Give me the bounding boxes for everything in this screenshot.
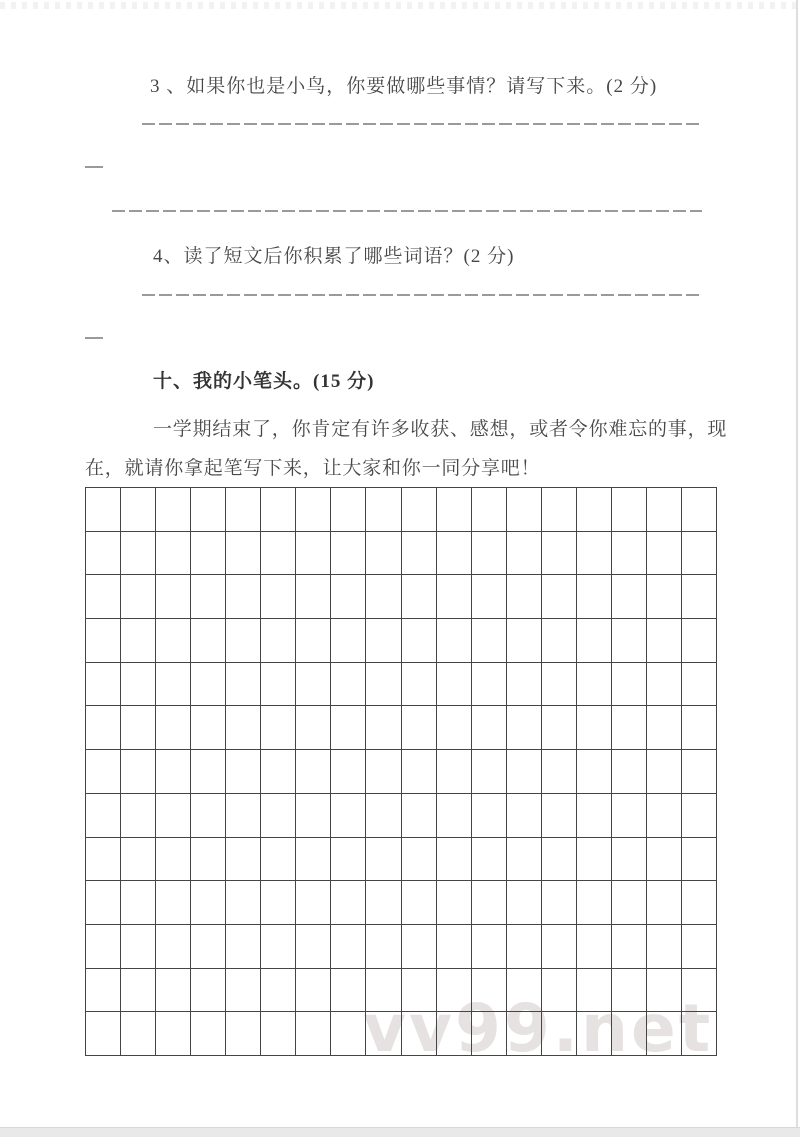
question-4-text: 4、读了短文后你积累了哪些词语？(2 分) [153,246,515,267]
grid-cell [507,881,542,925]
grid-cell [472,750,507,794]
grid-cell [121,575,156,619]
grid-cell [156,1012,191,1056]
grid-cell [507,663,542,707]
grid-cell [296,925,331,969]
grid-cell [261,969,296,1013]
grid-cell [86,881,121,925]
grid-cell [296,488,331,532]
grid-cell [296,750,331,794]
grid-cell [577,794,612,838]
grid-cell [121,488,156,532]
grid-cell [507,969,542,1013]
section-ten-heading: 十、我的小笔头。(15 分) [153,371,375,392]
grid-cell [612,619,647,663]
grid-cell [366,750,401,794]
grid-cell [366,881,401,925]
grid-cell [472,619,507,663]
grid-cell [86,663,121,707]
grid-cell [226,969,261,1013]
grid-cell [402,488,437,532]
grid-cell [261,706,296,750]
grid-cell [86,575,121,619]
grid-cell [366,663,401,707]
grid-cell [402,1012,437,1056]
grid-cell [402,663,437,707]
grid-cell [121,532,156,576]
grid-cell [156,925,191,969]
grid-cell [331,706,366,750]
grid-cell [577,838,612,882]
grid-cell [191,794,226,838]
grid-cell [296,575,331,619]
grid-cell [366,532,401,576]
grid-cell [577,488,612,532]
grid-cell [647,750,682,794]
grid-cell [86,706,121,750]
grid-cell [331,575,366,619]
grid-cell [682,969,717,1013]
grid-cell [226,619,261,663]
grid-cell [366,838,401,882]
grid-cell [437,706,472,750]
grid-cell [191,925,226,969]
grid-cell [366,1012,401,1056]
grid-cell [86,969,121,1013]
grid-cell [191,488,226,532]
grid-cell [191,969,226,1013]
grid-cell [191,750,226,794]
grid-cell [331,488,366,532]
grid-cell [507,532,542,576]
grid-cell [542,881,577,925]
grid-cell [86,838,121,882]
grid-cell [156,706,191,750]
grid-cell [261,663,296,707]
grid-cell [612,969,647,1013]
grid-cell [296,532,331,576]
grid-cell [261,488,296,532]
grid-cell [156,881,191,925]
answer-blank-line-3 [142,294,702,296]
grid-cell [437,838,472,882]
grid-cell [507,838,542,882]
grid-cell [437,969,472,1013]
grid-cell [296,794,331,838]
grid-cell [121,969,156,1013]
grid-cell [542,794,577,838]
grid-cell [612,532,647,576]
grid-cell [191,706,226,750]
grid-cell [191,532,226,576]
grid-cell [437,575,472,619]
grid-cell [577,532,612,576]
grid-cell [121,838,156,882]
grid-cell [577,619,612,663]
grid-cell [472,488,507,532]
grid-cell [647,706,682,750]
grid-cell [647,488,682,532]
question-3-text: 3 、如果你也是小鸟，你要做哪些事情？请写下来。(2 分) [150,76,658,97]
grid-cell [682,532,717,576]
grid-cell [472,881,507,925]
grid-cell [366,969,401,1013]
grid-cell [261,750,296,794]
grid-cell [191,838,226,882]
grid-cell [366,706,401,750]
grid-cell [577,706,612,750]
grid-cell [226,575,261,619]
grid-cell [121,925,156,969]
grid-cell [86,532,121,576]
grid-cell [261,794,296,838]
grid-cell [261,532,296,576]
grid-cell [472,969,507,1013]
grid-cell [647,619,682,663]
grid-cell [331,663,366,707]
grid-cell [226,750,261,794]
grid-cell [366,794,401,838]
composition-writing-grid [85,487,717,1056]
grid-cell [402,925,437,969]
grid-cell [472,838,507,882]
grid-cell [331,619,366,663]
grid-cell [156,532,191,576]
grid-cell [331,1012,366,1056]
grid-cell [437,488,472,532]
grid-cell [366,925,401,969]
grid-cell [577,969,612,1013]
grid-cell [156,838,191,882]
grid-cell [191,663,226,707]
grid-cell [437,750,472,794]
grid-cell [121,1012,156,1056]
grid-cell [226,532,261,576]
grid-cell [366,488,401,532]
section-intro-line-2: 在，就请你拿起笔写下来，让大家和你一同分享吧！ [85,458,541,479]
grid-cell [331,925,366,969]
grid-cell [86,1012,121,1056]
grid-cell [261,1012,296,1056]
grid-cell [296,663,331,707]
grid-cell [437,925,472,969]
grid-cell [472,663,507,707]
grid-cell [226,794,261,838]
grid-cell [682,488,717,532]
grid-cell [612,925,647,969]
grid-cell [612,1012,647,1056]
grid-cell [331,794,366,838]
grid-cell [86,488,121,532]
grid-cell [191,619,226,663]
grid-cell [542,488,577,532]
grid-cell [402,794,437,838]
grid-cell [577,575,612,619]
grid-cell [612,750,647,794]
grid-cell [226,663,261,707]
grid-cell [682,575,717,619]
grid-cell [191,881,226,925]
grid-cell [507,575,542,619]
grid-cell [261,881,296,925]
grid-cell [542,925,577,969]
grid-cell [542,969,577,1013]
page-bottom-band [0,1127,800,1137]
grid-cell [226,881,261,925]
grid-cell [682,881,717,925]
grid-cell [542,532,577,576]
grid-cell [86,925,121,969]
grid-cell [577,881,612,925]
grid-cell [121,794,156,838]
grid-cell [296,706,331,750]
grid-cell [682,794,717,838]
grid-cell [437,881,472,925]
grid-cell [402,750,437,794]
grid-cell [86,794,121,838]
grid-cell [612,706,647,750]
grid-cell [507,706,542,750]
grid-cell [542,663,577,707]
grid-cell [331,532,366,576]
site-watermark: vv99.net [363,990,714,1067]
grid-cell [296,619,331,663]
grid-cell [331,969,366,1013]
grid-cell [226,706,261,750]
grid-cell [682,925,717,969]
grid-cell [156,619,191,663]
grid-cell [472,706,507,750]
grid-cell [402,706,437,750]
grid-cell [647,925,682,969]
grid-cell [121,619,156,663]
grid-cell [261,575,296,619]
grid-cell [507,488,542,532]
grid-cell [612,488,647,532]
grid-cell [682,619,717,663]
grid-cell [472,925,507,969]
grid-cell [647,663,682,707]
grid-cell [437,794,472,838]
grid-cell [647,1012,682,1056]
grid-cell [156,575,191,619]
answer-blank-line-1 [142,123,702,125]
grid-cell [226,1012,261,1056]
grid-cell [331,838,366,882]
grid-cell [296,969,331,1013]
grid-cell [682,706,717,750]
grid-cell [226,925,261,969]
grid-cell [261,619,296,663]
grid-cell [226,488,261,532]
grid-cell [402,969,437,1013]
grid-cell [542,706,577,750]
grid-cell [612,575,647,619]
answer-blank-line-wrap-dash-1 [85,166,103,168]
grid-cell [647,881,682,925]
grid-cell [472,794,507,838]
grid-cell [121,663,156,707]
grid-cell [402,575,437,619]
grid-cell [296,838,331,882]
grid-cell [261,838,296,882]
grid-cell [366,575,401,619]
grid-cell [542,575,577,619]
grid-cell [86,750,121,794]
grid-cell [331,881,366,925]
grid-cell [226,838,261,882]
grid-cell [647,575,682,619]
grid-cell [156,663,191,707]
grid-cell [577,1012,612,1056]
grid-cell [682,750,717,794]
grid-cell [402,838,437,882]
grid-cell [121,750,156,794]
grid-cell [437,619,472,663]
grid-cell [612,663,647,707]
grid-cell [156,969,191,1013]
page-right-edge [796,0,798,1128]
grid-cell [542,619,577,663]
grid-cell [437,532,472,576]
grid-cell [402,881,437,925]
grid-cell [507,1012,542,1056]
grid-cell [647,838,682,882]
grid-cell [647,969,682,1013]
grid-cell [507,750,542,794]
grid-cell [472,532,507,576]
grid-cell [121,881,156,925]
grid-cell [612,794,647,838]
grid-cell [437,1012,472,1056]
grid-cell [86,619,121,663]
answer-blank-line-2 [112,210,702,212]
page-top-edge [0,2,800,9]
grid-cell [121,706,156,750]
grid-cell [612,881,647,925]
grid-cell [542,750,577,794]
grid-cell [682,1012,717,1056]
grid-cell [507,619,542,663]
grid-cell [402,532,437,576]
grid-cell [296,881,331,925]
grid-cell [682,838,717,882]
grid-cell [296,1012,331,1056]
grid-cell [191,1012,226,1056]
grid-cell [437,663,472,707]
grid-cell [577,925,612,969]
grid-cell [472,1012,507,1056]
section-intro-line-1: 一学期结束了，你肯定有许多收获、感想，或者令你难忘的事，现 [153,419,728,440]
grid-cell [191,575,226,619]
grid-cell [507,925,542,969]
grid-cell [577,750,612,794]
answer-blank-line-wrap-dash-2 [85,337,103,339]
grid-cell [577,663,612,707]
grid-cell [261,925,296,969]
grid-cell [542,838,577,882]
grid-cell [542,1012,577,1056]
grid-cell [156,750,191,794]
grid-cell [331,750,366,794]
grid-cell [472,575,507,619]
grid-cell [156,488,191,532]
grid-cell [682,663,717,707]
grid-cell [366,619,401,663]
grid-cell [647,794,682,838]
grid-cell [647,532,682,576]
grid-cell [612,838,647,882]
grid-cell [507,794,542,838]
grid-cell [402,619,437,663]
grid-cell [156,794,191,838]
